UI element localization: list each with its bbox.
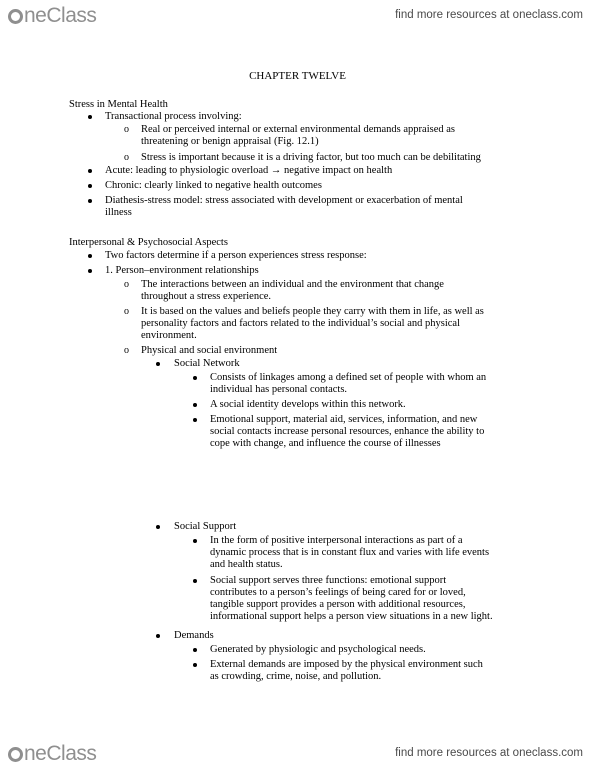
- list-item: Consists of linkages among a defined set of people with whom an: [210, 372, 487, 383]
- list-item: o Stress is important because it is a driving factor, but too much can be debilitating: [141, 152, 481, 164]
- list-item: Diathesis-stress model: stress associated with development or exacerbation of mental: [105, 195, 463, 206]
- list-item-continuation: personality factors and factors related to the individual’s social and physical: [141, 318, 460, 329]
- list-item-continuation: cope with change, and influence the course of illnesses: [210, 438, 441, 449]
- list-item-continuation: as crowding, crime, noise, and pollution.: [210, 671, 382, 682]
- list-item: Generated by physiologic and psychological needs.: [210, 644, 426, 655]
- list-item: Emotional support, material aid, services, information, and new: [210, 414, 478, 425]
- list-item-continuation: individual has personal contacts.: [210, 384, 348, 395]
- list-item: Acute: leading to physiologic overload → negative impact on health: [105, 165, 393, 176]
- list-item-continuation: informational support helps a person view situations in a new light.: [210, 611, 493, 622]
- list-item: Two factors determine if a person experiences stress response:: [105, 250, 367, 261]
- list-item-continuation: illness: [105, 207, 132, 218]
- page-header: [0, 0, 595, 30]
- oneclass-logo[interactable]: [8, 4, 96, 28]
- subheading-demands: Demands: [174, 630, 214, 641]
- logo-wordmark: neClass: [24, 742, 97, 765]
- logo-wordmark: neClass: [24, 4, 97, 27]
- list-item: o Real or perceived internal or external environmental demands appraised as: [141, 124, 455, 136]
- subheading-social-support: Social Support: [174, 521, 237, 532]
- list-item-continuation: throughout a stress experience.: [141, 291, 272, 302]
- list-item: In the form of positive interpersonal interactions as part of a: [210, 535, 463, 546]
- list-item-continuation: threatening or benign appraisal (Fig. 12.1): [141, 136, 319, 147]
- subheading-social-network: Social Network: [174, 358, 240, 369]
- list-item-continuation: tangible support provides a person with additional resources,: [210, 599, 466, 610]
- list-item: Chronic: clearly linked to negative health outcomes: [105, 180, 322, 191]
- list-item-continuation: social contacts increase personal resources, enhance the ability to: [210, 426, 485, 437]
- logo-ring-icon: [8, 747, 23, 762]
- list-item-continuation: environment.: [141, 330, 197, 341]
- section-heading-interpersonal: Interpersonal & Psychosocial Aspects: [69, 237, 228, 248]
- list-item: Social support serves three functions: emotional support: [210, 575, 447, 586]
- list-item-continuation: dynamic process that is in constant flux and varies with life events: [210, 547, 490, 558]
- list-item: o The interactions between an individual and the environment that change: [141, 279, 444, 291]
- list-item: A social identity develops within this network.: [210, 399, 406, 410]
- chapter-title: CHAPTER TWELVE: [249, 70, 346, 82]
- list-item-continuation: contributes to a person’s feelings of being cared for or loved,: [210, 587, 466, 598]
- list-item: o It is based on the values and beliefs people they carry with them in life, as well as: [141, 306, 484, 318]
- logo-ring-icon: [8, 9, 23, 24]
- list-item-continuation: and health status.: [210, 559, 283, 570]
- header-resources-link[interactable]: find more resources at oneclass.com: [395, 9, 583, 21]
- list-item: o Physical and social environment: [141, 345, 277, 357]
- list-item: 1. Person–environment relationships: [105, 265, 259, 276]
- list-item: External demands are imposed by the physical environment such: [210, 659, 483, 670]
- footer-resources-link[interactable]: find more resources at oneclass.com: [395, 747, 583, 759]
- section-heading-stress: Stress in Mental Health: [69, 99, 168, 110]
- list-item: Transactional process involving:: [105, 111, 242, 122]
- oneclass-logo-footer[interactable]: [8, 742, 96, 766]
- page-footer: [0, 738, 595, 768]
